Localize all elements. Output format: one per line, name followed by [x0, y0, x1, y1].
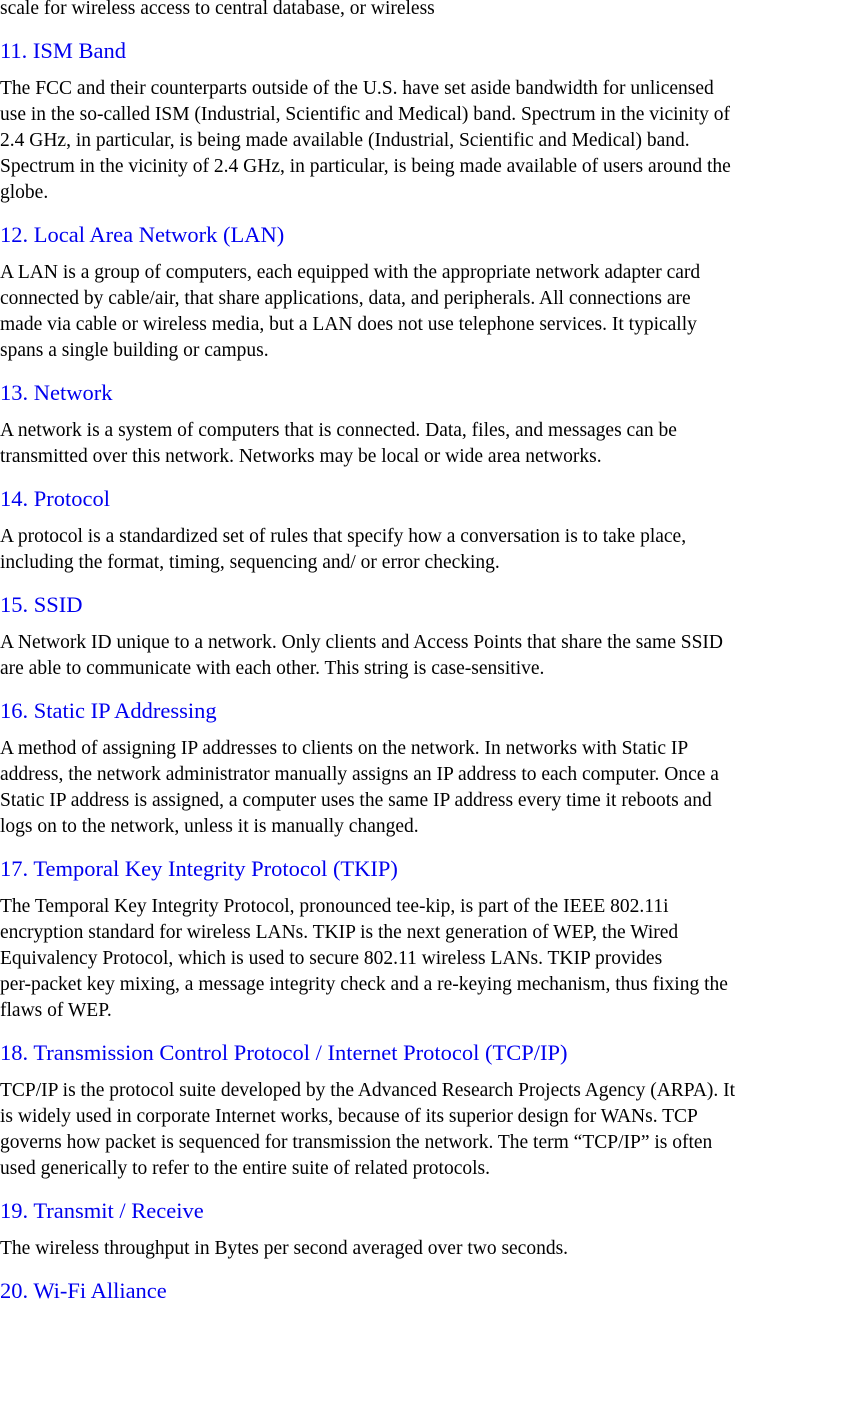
glossary-entry	[0, 36, 863, 206]
section-paragraph	[0, 418, 863, 470]
section-paragraph	[0, 260, 863, 364]
paragraph-line: flaws of WEP.	[0, 1000, 112, 1021]
paragraph-line: spans a single building or campus.	[0, 340, 269, 361]
section-paragraph	[0, 1236, 863, 1262]
section-heading: 19. Transmit / Receive	[0, 1198, 204, 1223]
paragraph-line: A method of assigning IP addresses to clients on the network. In networks with Static IP	[0, 738, 689, 759]
section-paragraph	[0, 630, 863, 682]
paragraph-line: The wireless throughput in Bytes per second averaged over two seconds.	[0, 1238, 569, 1259]
paragraph-line: TCP/IP is the protocol suite developed by the Advanced Research Projects Agency (ARPA). It	[0, 1080, 736, 1101]
intro-line: scale for wireless access to central database, or wireless	[0, 0, 435, 19]
section-heading: 15. SSID	[0, 592, 83, 617]
paragraph-line: Static IP address is assigned, a computer uses the same IP address every time it reboots and	[0, 790, 712, 811]
glossary-entry	[0, 590, 863, 682]
section-paragraph	[0, 736, 863, 840]
section-heading: 20. Wi-Fi Alliance	[0, 1278, 167, 1303]
glossary-entry	[0, 378, 863, 470]
paragraph-line: encryption standard for wireless LANs. TKIP is the next generation of WEP, the Wired	[0, 922, 679, 943]
glossary-sections	[0, 36, 863, 1306]
paragraph-line: governs how packet is sequenced for transmission the network. The term “TCP/IP” is often	[0, 1132, 713, 1153]
paragraph-line: Spectrum in the vicinity of 2.4 GHz, in particular, is being made available of users around the	[0, 156, 731, 177]
glossary-entry	[0, 220, 863, 364]
section-paragraph	[0, 1078, 863, 1182]
paragraph-line: A network is a system of computers that is connected. Data, files, and messages can be	[0, 420, 677, 441]
section-heading: 16. Static IP Addressing	[0, 698, 217, 723]
paragraph-line: is widely used in corporate Internet works, because of its superior design for WANs. TCP	[0, 1106, 698, 1127]
paragraph-line: A Network ID unique to a network. Only clients and Access Points that share the same SSID	[0, 632, 723, 653]
paragraph-line: logs on to the network, unless it is manually changed.	[0, 816, 419, 837]
glossary-entry	[0, 854, 863, 1024]
section-paragraph	[0, 894, 863, 1024]
paragraph-line: including the format, timing, sequencing and/ or error checking.	[0, 552, 500, 573]
paragraph-line: globe.	[0, 182, 49, 203]
section-heading: 13. Network	[0, 380, 113, 405]
section-heading: 11. ISM Band	[0, 38, 127, 63]
section-paragraph	[0, 76, 863, 206]
section-heading: 17. Temporal Key Integrity Protocol (TKIP)	[0, 856, 398, 881]
section-paragraph	[0, 524, 863, 576]
section-heading: 14. Protocol	[0, 486, 110, 511]
glossary-entry	[0, 696, 863, 840]
paragraph-line: A protocol is a standardized set of rules that specify how a conversation is to take place,	[0, 526, 687, 547]
paragraph-line: used generically to refer to the entire suite of related protocols.	[0, 1158, 491, 1179]
glossary-entry	[0, 1196, 863, 1262]
section-heading: 18. Transmission Control Protocol / Internet Protocol (TCP/IP)	[0, 1040, 568, 1065]
paragraph-line: The Temporal Key Integrity Protocol, pronounced tee-kip, is part of the IEEE 802.11i	[0, 896, 669, 917]
paragraph-line: 2.4 GHz, in particular, is being made available (Industrial, Scientific and Medical) band.	[0, 130, 690, 151]
section-heading: 12. Local Area Network (LAN)	[0, 222, 285, 247]
paragraph-line: A LAN is a group of computers, each equipped with the appropriate network adapter card	[0, 262, 701, 283]
paragraph-line: transmitted over this network. Networks may be local or wide area networks.	[0, 446, 602, 467]
paragraph-line: made via cable or wireless media, but a LAN does not use telephone services. It typically	[0, 314, 697, 335]
glossary-entry	[0, 1038, 863, 1182]
paragraph-line: connected by cable/air, that share applications, data, and peripherals. All connections are	[0, 288, 691, 309]
paragraph-line: are able to communicate with each other. This string is case-sensitive.	[0, 658, 545, 679]
glossary-entry	[0, 1276, 863, 1306]
paragraph-line: The FCC and their counterparts outside of the U.S. have set aside bandwidth for unlicensed	[0, 78, 714, 99]
paragraph-line: address, the network administrator manually assigns an IP address to each computer. Once a	[0, 764, 719, 785]
paragraph-line: per-packet key mixing, a message integrity check and a re-keying mechanism, thus fixing the	[0, 974, 728, 995]
glossary-entry	[0, 484, 863, 576]
paragraph-line: use in the so-called ISM (Industrial, Scientific and Medical) band. Spectrum in the vicinity of	[0, 104, 730, 125]
paragraph-line: Equivalency Protocol, which is used to secure 802.11 wireless LANs. TKIP provides	[0, 948, 663, 969]
